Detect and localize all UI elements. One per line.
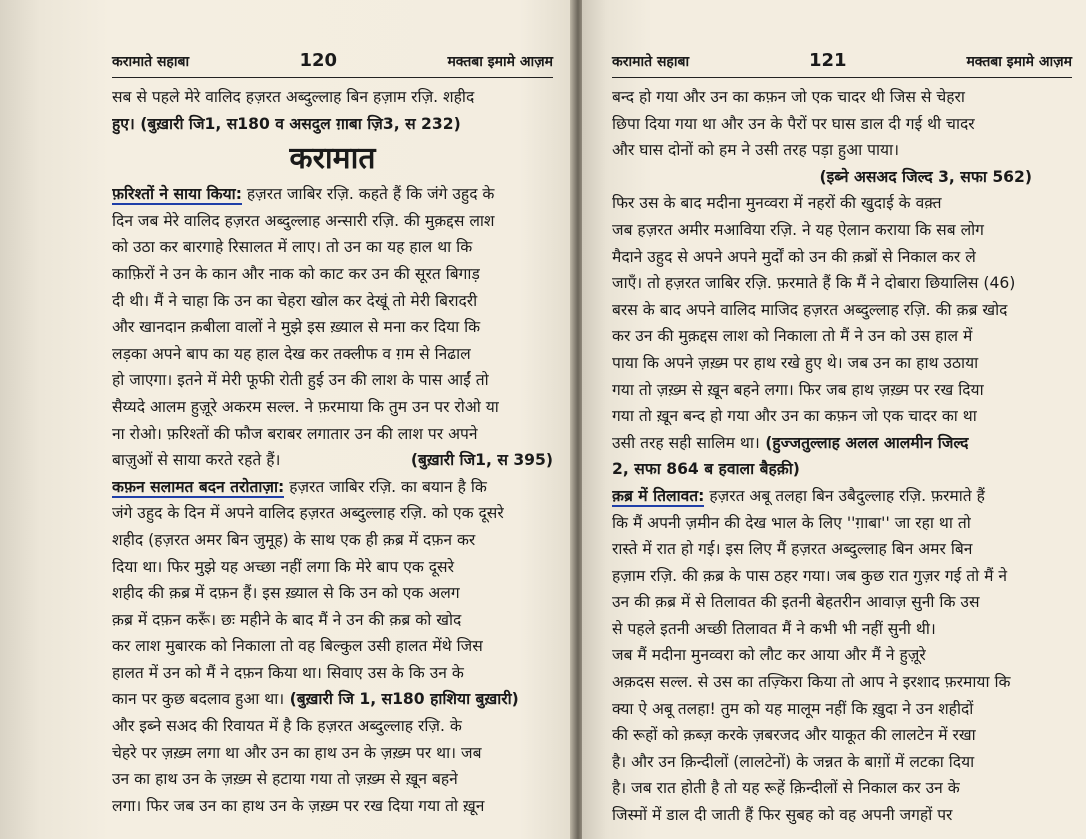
text-line: सब से पहले मेरे वालिद हज़रत अब्दुल्लाह बिन हज़ाम रज़ि. शहीद <box>112 88 475 106</box>
text-line: शहीद (हज़रत अमर बिन जुमूह) के साथ एक ही क़ब्र में दफ़न कर <box>112 530 476 549</box>
text-line: शहीद की क़ब्र में दफ़न हैं। इस ख़्याल से कि उन को एक अलग <box>112 584 460 603</box>
text-line: जिस्मों में डाल दी जाती हैं फिर सुबह को वह अपनी जगहों पर <box>612 806 953 825</box>
text-line: पाया कि अपने ज़ख़्म पर हाथ रखे हुए थे। जब उन का हाथ उठाया <box>612 353 979 372</box>
text-line: और इब्ने सअद की रिवायत में है कि हज़रत अब्दुल्लाह रज़ि. के <box>112 717 462 736</box>
text-line: हो जाएगा। इतने में मेरी फूफी रोती हुई उन की लाश के पास आईं तो <box>112 371 489 390</box>
text-line: उन की क़ब्र में से तिलावत की इतनी बेहतरीन आवाज़ सुनी कि उस <box>612 593 980 612</box>
text-line: हालत में उन को मैं ने दफ़न किया था। सिवाए उस के कि उन के <box>112 663 464 682</box>
text-line: और खानदान क़बीला वालों ने मुझे इस ख़्याल से मना कर दिया कि <box>112 318 481 337</box>
text-line <box>112 686 553 713</box>
text-line: अक़दस सल्ल. से उस का तज़्किरा किया तो आप ने इरशाद फ़रमाया कि <box>612 673 1011 692</box>
text-line: गया तो ख़ून बन्द हो गया और उन का कफ़न जो एक चादर का था <box>612 407 977 426</box>
text-line: की रूहों को क़ब्ज़ करके ज़बरजद और याकूत की लालटेन में रखा <box>612 726 976 745</box>
header-publisher: मक्तबा इमामे आज़म <box>447 54 553 70</box>
text-line: दिन जब मेरे वालिद हज़रत अब्दुल्लाह अन्सारी रज़ि. की मुक़द्दस लाश <box>112 211 495 230</box>
text-line: को उठा कर बारगाहे रिसालत में लाए। तो उन का यह हाल था कि <box>112 238 473 257</box>
text-line: है। जब रात होती है तो यह रूहें क़िन्दीलों से निकाल कर उन के <box>612 779 960 798</box>
text-line: और घास दोनों को हम ने उसी तरह पड़ा हुआ पाया। <box>612 141 899 160</box>
text-span: उसी तरह सही सालिम था। <box>612 433 760 452</box>
text-line: काफ़िरों ने उन के कान और नाक को काट कर उन की सूरत बिगाड़ <box>112 264 480 283</box>
text-line: क़ब्र में दफ़न करूँ। छः महीने के बाद मैं ने उन की क़ब्र को खोद <box>112 610 462 629</box>
text-line: ना रोओ। फ़रिश्तों की फौज बराबर लगातार उन की लाश पर अपने <box>112 424 478 443</box>
text-line: बरस के बाद अपने वालिद माजिद हज़रत अब्दुल्लाह रज़ि. की क़ब्र खोद <box>612 300 1008 319</box>
subheading: फ़रिश्तों ने साया किया: <box>112 185 242 204</box>
text-line: दी थी। मैं ने चाहा कि उन का चेहरा खोल कर देखूं तो मेरी बिरादरी <box>112 291 478 310</box>
text-line: है। और उन क़िन्दीलों (लालटेनों) के जन्नत के बाग़ों में लटका दिया <box>612 752 975 771</box>
text-line: फिर उस के बाद मदीना मुनव्वरा में नहरों की खुदाई के वक़्त <box>612 194 942 213</box>
text-line: लगा। फिर जब उन का हाथ उन के ज़ख़्म पर रख दिया गया तो ख़ून <box>112 796 485 815</box>
page-number: 120 <box>299 50 338 71</box>
text-line: मैदाने उहुद से अपने अपने मुर्दों को उन की क़ब्रों से निकाल कर ले <box>612 247 976 266</box>
right-page-header <box>612 50 1072 71</box>
text-line: उन का हाथ उन के ज़ख़्म से हटाया गया तो ज़ख़्म से ख़ून बहने <box>112 770 458 789</box>
text-span: कान पर कुछ बदलाव हुआ था। <box>112 690 285 709</box>
header-book-title: करामाते सहाबा <box>112 54 190 70</box>
citation: (हुज्जतुल्लाह अलल आलमीन जिल्द <box>759 433 969 452</box>
text-span: हज़रत जाबिर रज़ि. का बयान है कि <box>284 477 487 496</box>
right-page <box>582 0 1086 839</box>
text-line <box>612 483 1072 510</box>
text-line: सैय्यदे आलम हुज़ूरे अकरम सल्ल. ने फ़रमाया कि तुम उन पर रोओ या <box>112 397 499 416</box>
text-line: हज़ाम रज़ि. की क़ब्र के पास ठहर गया। जब कुछ रात गुज़र गई तो मैं ने <box>612 566 1008 585</box>
header-book-title: करामाते सहाबा <box>612 54 690 70</box>
text-line: जंगे उहुद के दिन में अपने वालिद हज़रत अब्दुल्लाह रज़ि. को एक दूसरे <box>112 504 504 523</box>
text-line: बन्द हो गया और उन का कफ़न जो एक चादर थी जिस से चेहरा <box>612 88 965 106</box>
citation: 2, सफा 864 ब हवाला बैहक़ी) <box>612 460 800 479</box>
text-line: जाएँ। तो हज़रत जाबिर रज़ि. फ़रमाते हैं कि मैं ने दोबारा छियालिस (46) <box>612 274 1016 293</box>
text-line: कर लाश मुबारक को निकाला तो वह बिल्कुल उसी हालत मेंथे जिस <box>112 637 483 656</box>
text-line: हुए। (बुख़ारी जि1, स180 व असदुल ग़ाबा ज़ि3, स 232) <box>112 114 461 133</box>
section-title: करामात <box>289 141 376 177</box>
citation: (बुख़ारी जि1, स 395) <box>410 451 553 470</box>
text-line: कि मैं अपनी ज़मीन की देख भाल के लिए ''ग़ाबा'' जा रहा था तो <box>612 513 971 532</box>
text-span: बाज़ुओं से साया करते रहते हैं। <box>112 451 281 470</box>
text-line <box>112 447 553 474</box>
citation: (इब्ने असअद जिल्द 3, सफा 562) <box>819 167 1032 186</box>
text-line <box>112 181 553 208</box>
text-line: दिया था। फिर मुझे यह अच्छा नहीं लगा कि मेरे बाप एक दूसरे <box>112 557 454 576</box>
subheading: कफ़न सलामत बदन तरोताज़ा: <box>112 477 285 496</box>
page-number: 121 <box>808 50 847 71</box>
text-line: कर उन की मुक़द्दस लाश को निकाला तो मैं ने उन को उस हाल में <box>612 327 973 346</box>
header-publisher: मक्तबा इमामे आज़म <box>966 54 1072 70</box>
text-line: से पहले इतनी अच्छी तिलावत मैं ने कभी भी नहीं सुनी थी। <box>612 619 936 638</box>
header-rule <box>112 77 553 78</box>
text-line: छिपा दिया गया था और उन के पैरों पर घास डाल दी गई थी चादर <box>612 114 975 133</box>
text-line: रास्ते में रात हो गई। इस लिए मैं हज़रत अब्दुल्लाह बिन अमर बिन <box>612 540 973 559</box>
text-line <box>612 430 1072 457</box>
text-line: जब मैं मदीना मुनव्वरा को लौट कर आया और मैं ने हुज़ूरे <box>612 646 926 665</box>
text-line: क्या ऐ अबू तलहा! तुम को यह मालूम नहीं कि ख़ुदा ने उन शहीदों <box>612 699 974 718</box>
text-line: जब हज़रत अमीर मआविया रज़ि. ने यह ऐलान कराया कि सब लोग <box>612 220 984 239</box>
text-span: हज़रत अबू तलहा बिन उबैदुल्लाह रज़ि. फ़रमाते हैं <box>704 486 985 505</box>
text-line: लड़का अपने बाप का यह हाल देख कर तक्लीफ व ग़म से निढाल <box>112 344 471 363</box>
text-line: चेहरे पर ज़ख़्म लगा था और उन का हाथ उन के ज़ख़्म पर था। जब <box>112 743 482 762</box>
left-page-header <box>112 50 553 71</box>
text-line: गया तो ज़ख़्म से ख़ून बहने लगा। फिर जब हाथ ज़ख़्म पर रख दिया <box>612 380 984 399</box>
subheading: क़ब्र में तिलावत: <box>612 486 705 505</box>
text-span: हज़रत जाबिर रज़ि. कहते हैं कि जंगे उहुद के <box>241 185 495 204</box>
citation: (बुख़ारी जि 1, स180 हाशिया बुख़ारी) <box>284 690 519 709</box>
header-rule <box>612 77 1072 78</box>
text-line <box>112 474 553 501</box>
